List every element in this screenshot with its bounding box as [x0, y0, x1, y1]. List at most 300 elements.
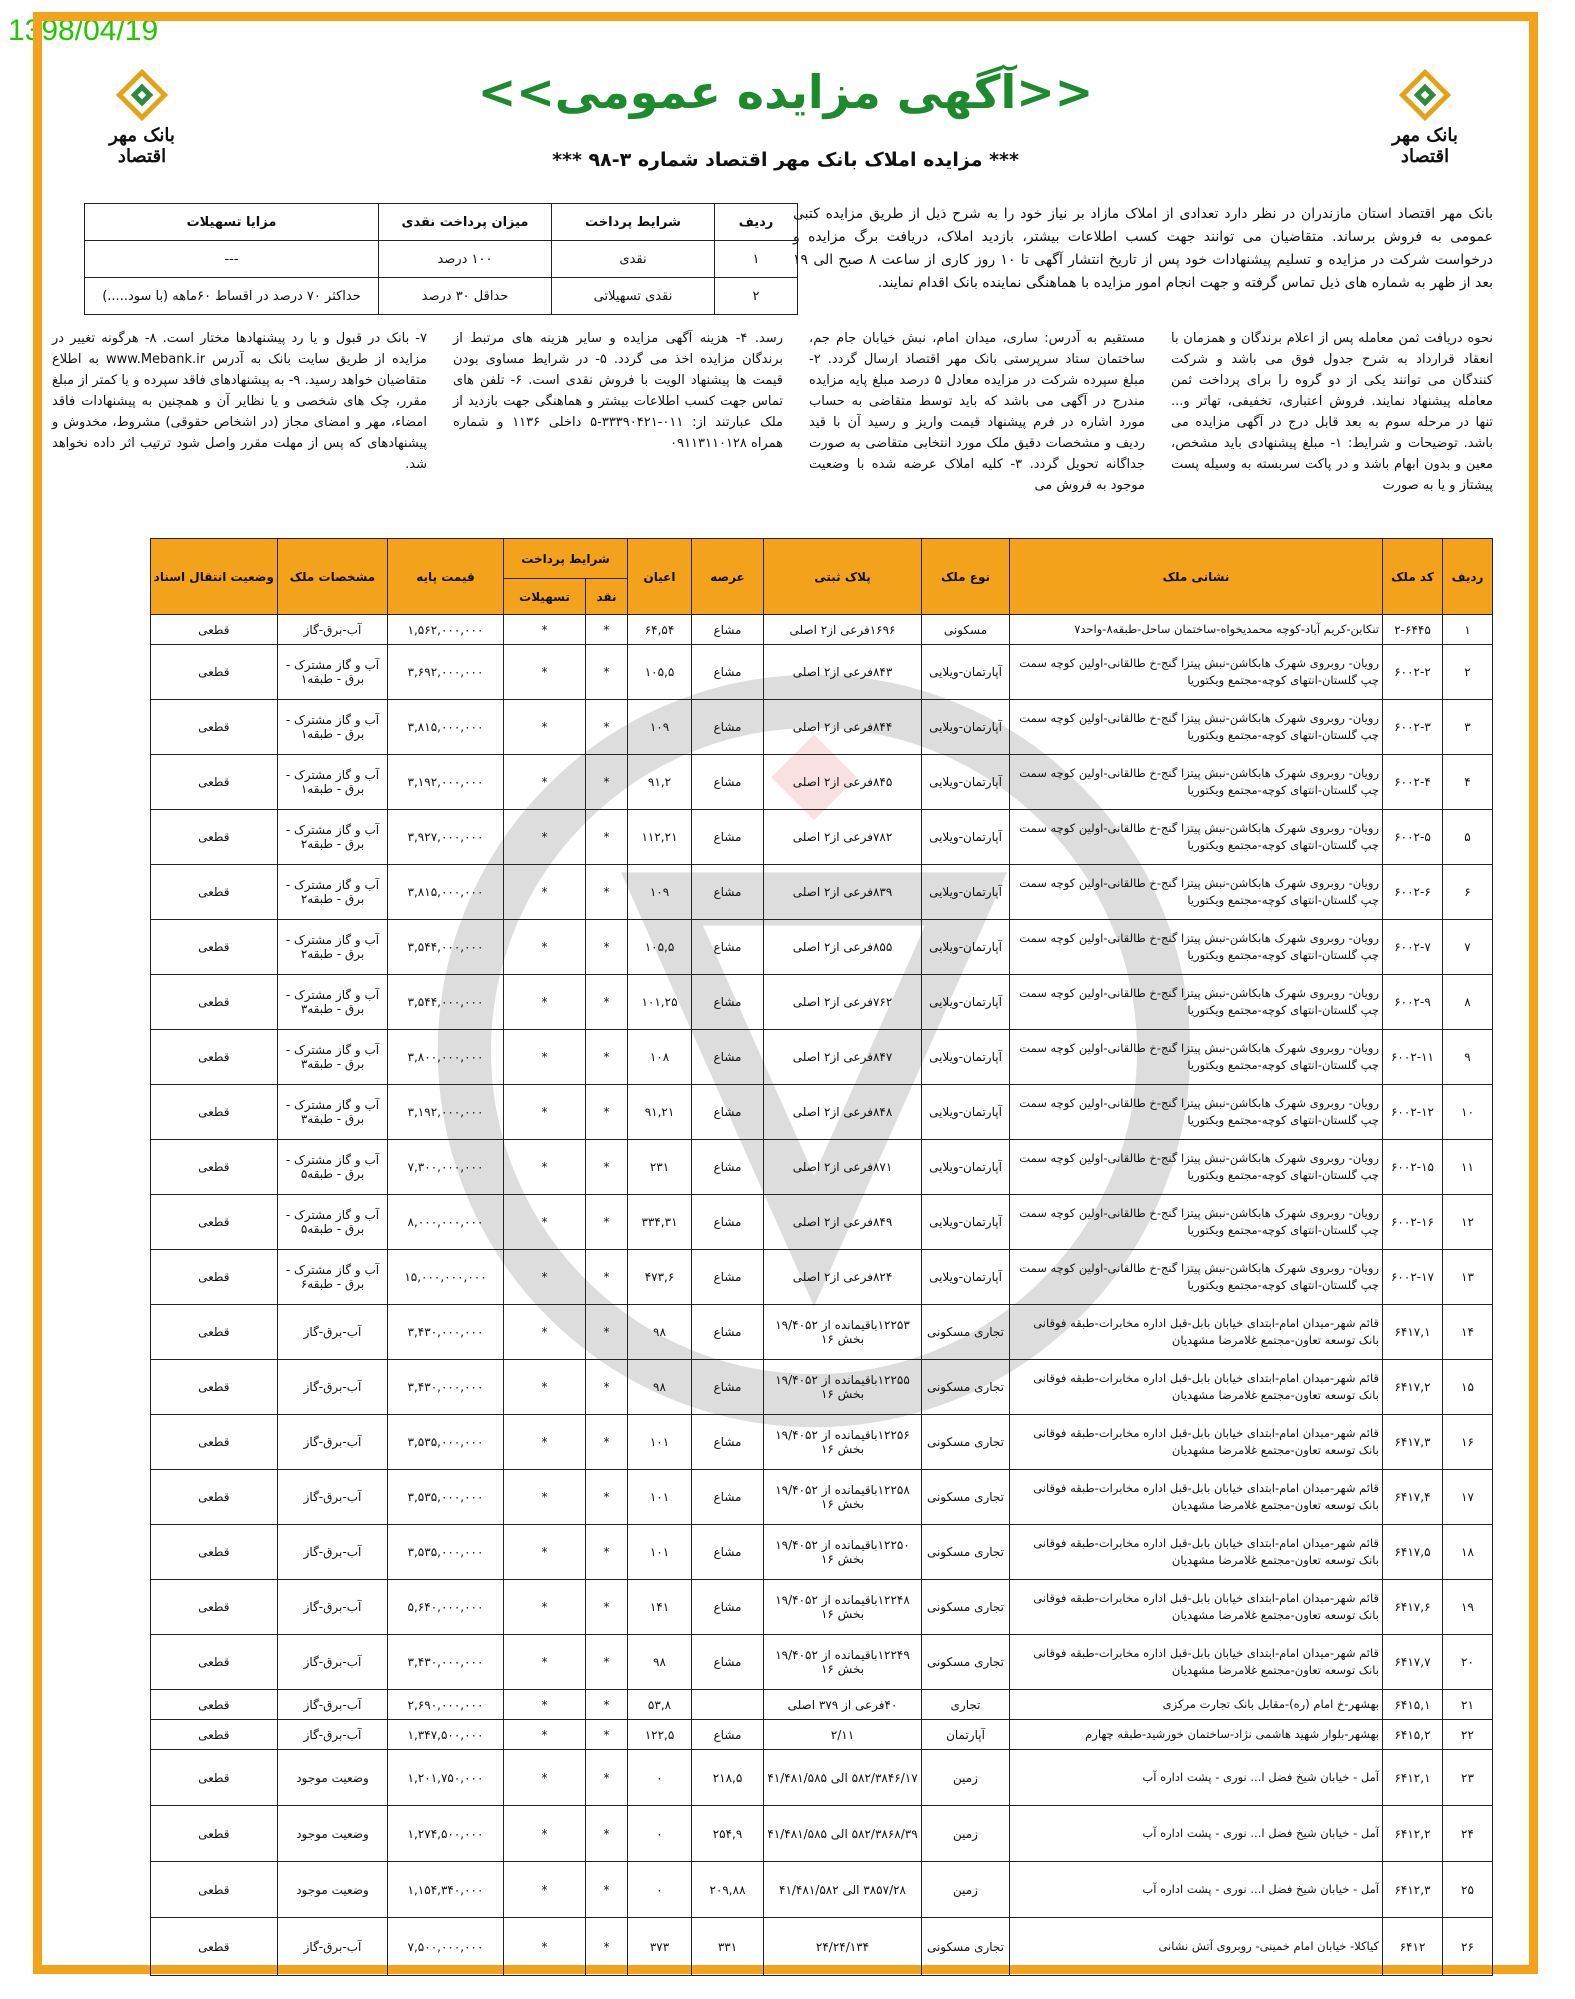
table-cell: مشاع [692, 1580, 764, 1635]
table-cell: حداقل ۳۰ درصد [379, 278, 552, 315]
bank-name: بانک مهر اقتصاد [109, 125, 175, 167]
header-cell: ردیف [715, 204, 798, 241]
table-cell: قائم شهر-میدان امام-ابتدای خیابان بابل-قبل اداره مخابرات-طبقه فوقانی بانک توسعه تعاون-مجتمع غلامرضا مشهدیان [1010, 1635, 1383, 1690]
table-cell: رویان- روبروی شهرک هابکاشن-نبش پیتزا گنج-خ طالقانی-اولین کوچه سمت چپ گلستان-انتهای کوچه-مجتمع ویکتوریا [1010, 810, 1383, 865]
table-row [150, 1918, 1492, 1976]
table-cell: کیاکلا- خیابان امام خمینی- روبروی آتش نشانی [1010, 1918, 1383, 1976]
notice-subtitle: *** مزایده املاک بانک مهر اقتصاد شماره ۳-۹۸ *** [552, 149, 1019, 171]
table-cell: * [504, 645, 586, 700]
table-cell: آپارتمان-ویلایی [922, 810, 1010, 865]
table-cell: قطعی [150, 1720, 277, 1750]
table-cell: ۲-۶۴۴۵ [1383, 615, 1443, 645]
table-cell: تجاری مسکونی [922, 1415, 1010, 1470]
table-cell: ۲۵ [1443, 1862, 1493, 1918]
table-cell: قطعی [150, 865, 277, 920]
table-cell: ۲۳ [1443, 1750, 1493, 1806]
header-cell: میزان پرداخت نقدی [379, 204, 552, 241]
table-cell: * [586, 1250, 628, 1305]
table-cell: قائم شهر-میدان امام-ابتدای خیابان بابل-قبل اداره مخابرات-طبقه فوقانی بانک توسعه تعاون-مجتمع غلامرضا مشهدیان [1010, 1470, 1383, 1525]
table-cell: قطعی [150, 1415, 277, 1470]
table-cell: قطعی [150, 615, 277, 645]
header-cell: عرصه [692, 539, 764, 615]
table-cell: * [586, 645, 628, 700]
table-cell: ۴۷۳,۶ [628, 1250, 692, 1305]
table-cell: بهشهر-خ امام (ره)-مقابل بانک تجارت مرکزی [1010, 1690, 1383, 1720]
table-cell: ۲۶ [1443, 1918, 1493, 1976]
table-cell: * [586, 865, 628, 920]
table-cell: * [504, 615, 586, 645]
table-cell: ۱۰۱ [628, 1470, 692, 1525]
table-cell [692, 1690, 764, 1720]
table-cell: * [586, 920, 628, 975]
date-stamp: 1398/04/19 [8, 14, 159, 47]
table-cell: ۱۰۱ [628, 1415, 692, 1470]
table-cell: ۳,۸۱۵,۰۰۰,۰۰۰ [388, 865, 504, 920]
table-cell: ۱۰۹ [628, 865, 692, 920]
table-cell: ۱۰۸ [628, 1030, 692, 1085]
table-cell: * [586, 1470, 628, 1525]
table-cell: ۳۳۱ [692, 1918, 764, 1976]
table-cell: * [586, 1918, 628, 1976]
table-cell: ۶۴۱۷,۱ [1383, 1305, 1443, 1360]
table-cell: نقدی تسهیلاتی [552, 278, 715, 315]
table-cell: ۱۰۵,۵ [628, 920, 692, 975]
table-cell: قطعی [150, 975, 277, 1030]
table-row [150, 1305, 1492, 1360]
header-cell: اعیان [628, 539, 692, 615]
table-cell: ۲۳۱ [628, 1140, 692, 1195]
table-cell: ۵۸۲/۳۸۴۶/۱۷ الی ۴۱/۴۸۱/۵۸۵ [764, 1750, 922, 1806]
table-cell: آب و گاز مشترک - برق - طبقه۲ [278, 865, 388, 920]
table-cell: ۱۹ [1443, 1580, 1493, 1635]
table-row [150, 1690, 1492, 1720]
table-cell: آب و گاز مشترک - برق - طبقه۶ [278, 1250, 388, 1305]
header-cell: نقد [586, 579, 628, 615]
table-cell: ۶۴۱۷,۷ [1383, 1635, 1443, 1690]
table-cell: ۶۰۰۲-۱۱ [1383, 1030, 1443, 1085]
table-cell: ۳,۸۰۰,۰۰۰,۰۰۰ [388, 1030, 504, 1085]
table-row [150, 1580, 1492, 1635]
table-cell: آب و گاز مشترک - برق - طبقه۳ [278, 1085, 388, 1140]
table-cell: ۶۴۱۲,۱ [1383, 1750, 1443, 1806]
table-cell: * [586, 1195, 628, 1250]
table-cell: مشاع [692, 1030, 764, 1085]
terms-notes [52, 328, 1493, 524]
bank-name: بانک مهر اقتصاد [1392, 125, 1458, 167]
table-cell: قائم شهر-میدان امام-ابتدای خیابان بابل-قبل اداره مخابرات-طبقه فوقانی بانک توسعه تعاون-مجتمع غلامرضا مشهدیان [1010, 1415, 1383, 1470]
table-cell: آب-برق-گاز [278, 1415, 388, 1470]
table-cell: مشاع [692, 645, 764, 700]
table-cell: ۶۰۰۲-۲ [1383, 645, 1443, 700]
table-cell: ۲۴/۲۴/۱۳۴ [764, 1918, 922, 1976]
table-cell: آب و گاز مشترک - برق - طبقه۱ [278, 700, 388, 755]
table-cell: ۷,۳۰۰,۰۰۰,۰۰۰ [388, 1140, 504, 1195]
table-cell: ۹۱,۲۱ [628, 1085, 692, 1140]
table-cell: مشاع [692, 1250, 764, 1305]
table-cell: آپارتمان-ویلایی [922, 1030, 1010, 1085]
table-cell: ۳,۸۱۵,۰۰۰,۰۰۰ [388, 700, 504, 755]
table-cell: ۱۰۱ [628, 1525, 692, 1580]
table-cell: آب و گاز مشترک - برق - طبقه۳ [278, 1030, 388, 1085]
table-cell: قائم شهر-میدان امام-ابتدای خیابان بابل-قبل اداره مخابرات-طبقه فوقانی بانک توسعه تعاون-مجتمع غلامرضا مشهدیان [1010, 1305, 1383, 1360]
table-row [150, 1250, 1492, 1305]
table-cell: ۵,۶۴۰,۰۰۰,۰۰۰ [388, 1580, 504, 1635]
table-cell: رویان- روبروی شهرک هابکاشن-نبش پیتزا گنج-خ طالقانی-اولین کوچه سمت چپ گلستان-انتهای کوچه-مجتمع ویکتوریا [1010, 920, 1383, 975]
table-cell: * [586, 1862, 628, 1918]
table-cell: * [586, 975, 628, 1030]
table-cell: ۱۱۲,۲۱ [628, 810, 692, 865]
table-cell: --- [85, 241, 379, 278]
table-cell: آب و گاز مشترک - برق - طبقه۵ [278, 1195, 388, 1250]
table-cell: وضعیت موجود [278, 1806, 388, 1862]
table-cell: * [586, 1750, 628, 1806]
table-cell: مشاع [692, 1085, 764, 1140]
header-cell: نشانی ملک [1010, 539, 1383, 615]
table-cell: ۸۴۸فرعی از۲ اصلی [764, 1085, 922, 1140]
table-cell: آب و گاز مشترک - برق - طبقه۱ [278, 645, 388, 700]
table-cell: ۱۱ [1443, 1140, 1493, 1195]
table-cell: رویان- روبروی شهرک هابکاشن-نبش پیتزا گنج-خ طالقانی-اولین کوچه سمت چپ گلستان-انتهای کوچه-مجتمع ویکتوریا [1010, 755, 1383, 810]
table-cell: زمین [922, 1862, 1010, 1918]
table-cell: ۳,۱۹۲,۰۰۰,۰۰۰ [388, 1085, 504, 1140]
table-cell: قطعی [150, 1806, 277, 1862]
payment-terms-table [84, 203, 798, 315]
table-cell: زمین [922, 1806, 1010, 1862]
table-cell: ۶۰۰۲-۴ [1383, 755, 1443, 810]
table-cell: ۳,۵۳۵,۰۰۰,۰۰۰ [388, 1415, 504, 1470]
notice-title: <<آگهی مزایده عمومی>> [477, 65, 1094, 119]
table-cell: ۱۴۱ [628, 1580, 692, 1635]
table-cell: ۱۳ [1443, 1250, 1493, 1305]
table-cell: قطعی [150, 1305, 277, 1360]
table-cell: * [586, 700, 628, 755]
table-cell: * [504, 1918, 586, 1976]
table-cell: * [504, 1580, 586, 1635]
table-header-row [150, 539, 1492, 579]
table-cell: ۵۳,۸ [628, 1690, 692, 1720]
table-cell: تجاری مسکونی [922, 1470, 1010, 1525]
table-row [85, 241, 798, 278]
table-cell: ۸۵۵فرعی از۲ اصلی [764, 920, 922, 975]
table-cell: قائم شهر-میدان امام-ابتدای خیابان بابل-قبل اداره مخابرات-طبقه فوقانی بانک توسعه تعاون-مجتمع غلامرضا مشهدیان [1010, 1580, 1383, 1635]
table-cell: رویان- روبروی شهرک هابکاشن-نبش پیتزا گنج-خ طالقانی-اولین کوچه سمت چپ گلستان-انتهای کوچه-مجتمع ویکتوریا [1010, 865, 1383, 920]
table-cell: ۱۲۲۴۸باقیمانده از ۱۹/۴۰۵۲ بخش ۱۶ [764, 1580, 922, 1635]
table-cell: قطعی [150, 810, 277, 865]
table-cell: ۶۰۰۲-۹ [1383, 975, 1443, 1030]
table-cell: مشاع [692, 975, 764, 1030]
table-cell: ۱۰۵,۵ [628, 645, 692, 700]
table-cell: ۳,۶۹۲,۰۰۰,۰۰۰ [388, 645, 504, 700]
table-cell: ۱۰۰ درصد [379, 241, 552, 278]
table-cell: * [504, 1085, 586, 1140]
table-cell: ۳,۵۴۴,۰۰۰,۰۰۰ [388, 975, 504, 1030]
table-cell: ۱۴ [1443, 1305, 1493, 1360]
table-cell: * [504, 755, 586, 810]
table-cell: ۶۰۰۲-۱۲ [1383, 1085, 1443, 1140]
table-cell: ۱,۵۶۲,۰۰۰,۰۰۰ [388, 615, 504, 645]
table-cell: قطعی [150, 1525, 277, 1580]
table-cell: * [504, 1635, 586, 1690]
table-cell: ۱ [1443, 615, 1493, 645]
table-cell: ۱ [715, 241, 798, 278]
table-cell: ۲۱۸,۵ [692, 1750, 764, 1806]
table-cell: ۲ [715, 278, 798, 315]
table-cell: ۸۴۵فرعی از۲ اصلی [764, 755, 922, 810]
table-cell: ۳۸۵۷/۲۸ الی ۴۱/۴۸۱/۵۸۲ [764, 1862, 922, 1918]
table-cell: ۱۶ [1443, 1415, 1493, 1470]
table-cell: ۱۲ [1443, 1195, 1493, 1250]
table-cell: آب و گاز مشترک - برق - طبقه۲ [278, 810, 388, 865]
table-cell: قطعی [150, 1690, 277, 1720]
table-cell: رویان- روبروی شهرک هابکاشن-نبش پیتزا گنج-خ طالقانی-اولین کوچه سمت چپ گلستان-انتهای کوچه-مجتمع ویکتوریا [1010, 645, 1383, 700]
table-row [150, 755, 1492, 810]
table-cell: * [504, 1720, 586, 1750]
table-cell: مشاع [692, 1360, 764, 1415]
table-cell: * [504, 975, 586, 1030]
table-cell: ۱۶۹۶فرعی از۲ اصلی [764, 615, 922, 645]
table-cell: قائم شهر-میدان امام-ابتدای خیابان بابل-قبل اداره مخابرات-طبقه فوقانی بانک توسعه تعاون-مجتمع غلامرضا مشهدیان [1010, 1525, 1383, 1580]
table-cell: ۰ [628, 1862, 692, 1918]
table-cell: قطعی [150, 1918, 277, 1976]
table-cell: ۷۶۲فرعی از۲ اصلی [764, 975, 922, 1030]
table-cell: ۱۲۲۵۶باقیمانده از ۱۹/۴۰۵۲ بخش ۱۶ [764, 1415, 922, 1470]
table-cell: قطعی [150, 755, 277, 810]
table-cell: ۳,۴۳۰,۰۰۰,۰۰۰ [388, 1360, 504, 1415]
notes-column-3: رسد. ۴- هزینه آگهی مزایده و سایر هزینه های مرتبط از برندگان مزایده اخذ می گردد. ۵- در شرایط مساوی بودن قیمت ها پیشنهاد الویت با فروش نقدی است. ۶- تلفن های تماس جهت کسب اطلاعات بیشتر و هماهنگی جهت بازدید از ملک عبارتند از: ۰۱۱-۳۳۳۹۰۴۲۱-۵ داخلی ۱۱۳۶ و شماره همراه ۰۹۱۱۳۱۱۰۱۲۸ [453, 331, 783, 451]
table-cell: ۶۰۰۲-۵ [1383, 810, 1443, 865]
table-row [150, 1085, 1492, 1140]
table-cell: آپارتمان-ویلایی [922, 865, 1010, 920]
table-row [150, 920, 1492, 975]
table-cell: * [586, 1360, 628, 1415]
properties-table [150, 538, 1493, 1976]
table-cell: ۳,۹۲۷,۰۰۰,۰۰۰ [388, 810, 504, 865]
table-cell: قائم شهر-میدان امام-ابتدای خیابان بابل-قبل اداره مخابرات-طبقه فوقانی بانک توسعه تعاون-مجتمع غلامرضا مشهدیان [1010, 1360, 1383, 1415]
table-cell: ۸۲۴فرعی از۲ اصلی [764, 1250, 922, 1305]
table-cell: آمل - خیابان شیخ فضل ا... نوری - پشت اداره آب [1010, 1750, 1383, 1806]
table-cell: ۳,۴۳۰,۰۰۰,۰۰۰ [388, 1305, 504, 1360]
table-cell: ۶۴۱۵,۱ [1383, 1690, 1443, 1720]
table-cell: زمین [922, 1750, 1010, 1806]
table-cell: ۱۸ [1443, 1525, 1493, 1580]
header-cell: نوع ملک [922, 539, 1010, 615]
table-cell: ۳۳۴,۳۱ [628, 1195, 692, 1250]
table-cell: * [504, 1305, 586, 1360]
table-cell: آپارتمان-ویلایی [922, 755, 1010, 810]
table-cell: ۴ [1443, 755, 1493, 810]
notes-column-2: مستقیم به آدرس: ساری، میدان امام، نبش خیابان جام جم، ساختمان ستاد سرپرستی بانک مهر اقتصاد ارسال گردد. ۲- مبلغ سپرده شرکت در مزایده معادل ۵ درصد مبلغ پایه مزایده مندرج در آگهی می باشد که باید توسط متقاضی به حساب مورد اشاره در فرم پیشنهاد قیمت واریز و رسید آن با قید ردیف و مشخصات دقیق ملک مورد انتخابی متقاضی به صورت جداگانه تحویل گردد. ۳- کلیه املاک عرضه شده با وضعیت موجود به فروش می [809, 331, 1145, 493]
table-cell: مشاع [692, 865, 764, 920]
table-cell: * [586, 1525, 628, 1580]
table-row [150, 645, 1492, 700]
table-cell: آپارتمان-ویلایی [922, 700, 1010, 755]
table-cell: ۲۱ [1443, 1690, 1493, 1720]
header-cell: قیمت پایه [388, 539, 504, 615]
table-row [150, 1195, 1492, 1250]
table-cell: مشاع [692, 755, 764, 810]
table-cell: ۶۴۱۲ [1383, 1918, 1443, 1976]
table-cell: آب و گاز مشترک - برق - طبقه۳ [278, 975, 388, 1030]
table-cell: مشاع [692, 1470, 764, 1525]
table-cell: مشاع [692, 810, 764, 865]
table-cell: مشاع [692, 1635, 764, 1690]
table-cell: ۰ [628, 1806, 692, 1862]
header-cell: تسهیلات [504, 579, 586, 615]
table-cell: * [586, 1085, 628, 1140]
table-cell: مشاع [692, 1305, 764, 1360]
table-cell: ۹۱,۲ [628, 755, 692, 810]
table-cell: قطعی [150, 1250, 277, 1305]
table-cell: ۹ [1443, 1030, 1493, 1085]
table-cell: رویان- روبروی شهرک هابکاشن-نبش پیتزا گنج-خ طالقانی-اولین کوچه سمت چپ گلستان-انتهای کوچه-مجتمع ویکتوریا [1010, 1085, 1383, 1140]
table-row [150, 1635, 1492, 1690]
table-cell: آب-برق-گاز [278, 1918, 388, 1976]
table-cell: قطعی [150, 1580, 277, 1635]
table-cell: قطعی [150, 1140, 277, 1195]
notes-column-1: نحوه دریافت ثمن معامله پس از اعلام برندگان و همزمان با انعقاد قرارداد به شرح جدول فوق می باشد و شرکت کنندگان می توانند یکی از دو گروه را برای پرداخت ثمن معامله پیشنهاد نمایند. فروش اعتباری، تخفیفی، تهاتر و... تنها در مرحله سوم به بعد قابل درج در آگهی مزایده می باشد. توضیحات و شرایط: ۱- مبلغ پیشنهادی باید مشخص، معین و بدون ابهام باشد و در پاکت سربسته به وسیله پست پیشتاز و یا به صورت [1171, 331, 1493, 493]
table-cell: ۸ [1443, 975, 1493, 1030]
table-cell: ۱۵ [1443, 1360, 1493, 1415]
table-cell: آب-برق-گاز [278, 1470, 388, 1525]
table-cell: قطعی [150, 1360, 277, 1415]
table-row [150, 1415, 1492, 1470]
table-row [150, 1720, 1492, 1750]
table-cell: آب و گاز مشترک - برق - طبقه۵ [278, 1140, 388, 1195]
table-cell: مشاع [692, 1720, 764, 1750]
table-cell: تجاری مسکونی [922, 1360, 1010, 1415]
table-cell: تنکابن-کریم آباد-کوچه محمدیخواه-ساختمان ساحل-طبقه۸-واحد۷ [1010, 615, 1383, 645]
table-cell: ۶۴,۵۴ [628, 615, 692, 645]
notice-frame [33, 12, 1538, 1974]
table-cell: ۵۸۲/۳۸۶۸/۳۹ الی ۴۱/۴۸۱/۵۸۵ [764, 1806, 922, 1862]
table-cell: ۱۰ [1443, 1085, 1493, 1140]
table-cell: ۷۸۲فرعی از۲ اصلی [764, 810, 922, 865]
table-cell: ۸۴۷فرعی از۲ اصلی [764, 1030, 922, 1085]
table-cell: رویان- روبروی شهرک هابکاشن-نبش پیتزا گنج-خ طالقانی-اولین کوچه سمت چپ گلستان-انتهای کوچه-مجتمع ویکتوریا [1010, 975, 1383, 1030]
table-cell: ۱,۱۵۴,۳۴۰,۰۰۰ [388, 1862, 504, 1918]
table-cell: مسکونی [922, 615, 1010, 645]
table-cell: مشاع [692, 1195, 764, 1250]
table-cell: * [504, 1525, 586, 1580]
table-cell: ۵ [1443, 810, 1493, 865]
table-row [150, 975, 1492, 1030]
table-cell: رویان- روبروی شهرک هابکاشن-نبش پیتزا گنج-خ طالقانی-اولین کوچه سمت چپ گلستان-انتهای کوچه-مجتمع ویکتوریا [1010, 1030, 1383, 1085]
table-cell: ۷ [1443, 920, 1493, 975]
table-cell: ۰ [628, 1750, 692, 1806]
table-cell: ۶۰۰۲-۱۶ [1383, 1195, 1443, 1250]
table-cell: قطعی [150, 1195, 277, 1250]
header-cell: کد ملک [1383, 539, 1443, 615]
table-cell: * [586, 1806, 628, 1862]
table-cell: ۶۴۱۲,۳ [1383, 1862, 1443, 1918]
table-cell: * [504, 1862, 586, 1918]
table-cell: تجاری [922, 1690, 1010, 1720]
table-row [150, 865, 1492, 920]
table-cell: قطعی [150, 1750, 277, 1806]
table-cell: مشاع [692, 1525, 764, 1580]
table-cell: ۳,۱۹۲,۰۰۰,۰۰۰ [388, 755, 504, 810]
table-cell: ۲ [1443, 645, 1493, 700]
table-cell: ۱,۲۷۴,۵۰۰,۰۰۰ [388, 1806, 504, 1862]
table-cell: ۱۰۹ [628, 700, 692, 755]
table-cell: وضعیت موجود [278, 1862, 388, 1918]
header-cell: شرایط پرداخت [552, 204, 715, 241]
table-cell: * [504, 1690, 586, 1720]
table-cell: ۲/۱۱ [764, 1720, 922, 1750]
table-cell: آب-برق-گاز [278, 1635, 388, 1690]
table-cell: قطعی [150, 1862, 277, 1918]
table-cell: آپارتمان-ویلایی [922, 1250, 1010, 1305]
table-cell: مشاع [692, 700, 764, 755]
header-cell: مزایا تسهیلات [85, 204, 379, 241]
table-cell: وضعیت موجود [278, 1750, 388, 1806]
table-cell: ۲۰۹,۸۸ [692, 1862, 764, 1918]
table-cell: * [504, 1030, 586, 1085]
table-cell: ۶۰۰۲-۳ [1383, 700, 1443, 755]
table-row [150, 1470, 1492, 1525]
table-cell: آب-برق-گاز [278, 1305, 388, 1360]
table-cell: * [504, 1140, 586, 1195]
table-cell: ۳,۵۳۵,۰۰۰,۰۰۰ [388, 1525, 504, 1580]
table-cell: تجاری مسکونی [922, 1918, 1010, 1976]
table-cell: ۱۲۲۵۵باقیمانده از ۱۹/۴۰۵۲ بخش ۱۶ [764, 1360, 922, 1415]
table-cell: ۲۰ [1443, 1635, 1493, 1690]
table-cell: حداکثر ۷۰ درصد در اقساط ۶۰ماهه (با سود.....) [85, 278, 379, 315]
table-row [150, 1525, 1492, 1580]
table-cell: * [586, 615, 628, 645]
payment-table-header [85, 204, 798, 241]
table-cell: ۱۲۲,۵ [628, 1720, 692, 1750]
table-cell: آب-برق-گاز [278, 615, 388, 645]
header-cell: وضعیت انتقال اسناد [150, 539, 277, 615]
table-cell: آب-برق-گاز [278, 1690, 388, 1720]
table-cell: آپارتمان-ویلایی [922, 645, 1010, 700]
table-cell: ۶۴۱۷,۲ [1383, 1360, 1443, 1415]
table-cell: آمل - خیابان شیخ فضل ا... نوری - پشت اداره آب [1010, 1862, 1383, 1918]
table-cell: ۱,۳۴۷,۵۰۰,۰۰۰ [388, 1720, 504, 1750]
table-cell: ۳,۵۴۴,۰۰۰,۰۰۰ [388, 920, 504, 975]
table-cell: مشاع [692, 1140, 764, 1195]
table-cell: ۱,۲۰۱,۷۵۰,۰۰۰ [388, 1750, 504, 1806]
table-cell: ۳ [1443, 700, 1493, 755]
header-cell: پلاک ثبتی [764, 539, 922, 615]
table-cell: آپارتمان-ویلایی [922, 920, 1010, 975]
table-cell: ۸۷۱فرعی از۲ اصلی [764, 1140, 922, 1195]
table-cell: ۲۵۴,۹ [692, 1806, 764, 1862]
table-cell: رویان- روبروی شهرک هابکاشن-نبش پیتزا گنج-خ طالقانی-اولین کوچه سمت چپ گلستان-انتهای کوچه-مجتمع ویکتوریا [1010, 1250, 1383, 1305]
table-cell: تجاری مسکونی [922, 1580, 1010, 1635]
table-cell: آپارتمان-ویلایی [922, 1140, 1010, 1195]
table-row [150, 1140, 1492, 1195]
table-cell: * [504, 1250, 586, 1305]
table-cell: ۸۴۹فرعی از۲ اصلی [764, 1195, 922, 1250]
table-cell: ۲,۶۹۰,۰۰۰,۰۰۰ [388, 1690, 504, 1720]
table-cell: * [586, 1690, 628, 1720]
table-cell: * [504, 1415, 586, 1470]
table-cell: مشاع [692, 615, 764, 645]
table-cell: * [586, 810, 628, 865]
table-cell: قطعی [150, 1635, 277, 1690]
table-cell: ۸۴۳فرعی از۲ اصلی [764, 645, 922, 700]
table-cell: قطعی [150, 1030, 277, 1085]
table-cell: ۶۰۰۲-۱۵ [1383, 1140, 1443, 1195]
table-cell: مشاع [692, 920, 764, 975]
table-cell: ۱۰۱,۲۵ [628, 975, 692, 1030]
table-cell: مشاع [692, 1415, 764, 1470]
table-cell: ۶ [1443, 865, 1493, 920]
table-row [150, 700, 1492, 755]
table-cell: ۹۸ [628, 1360, 692, 1415]
